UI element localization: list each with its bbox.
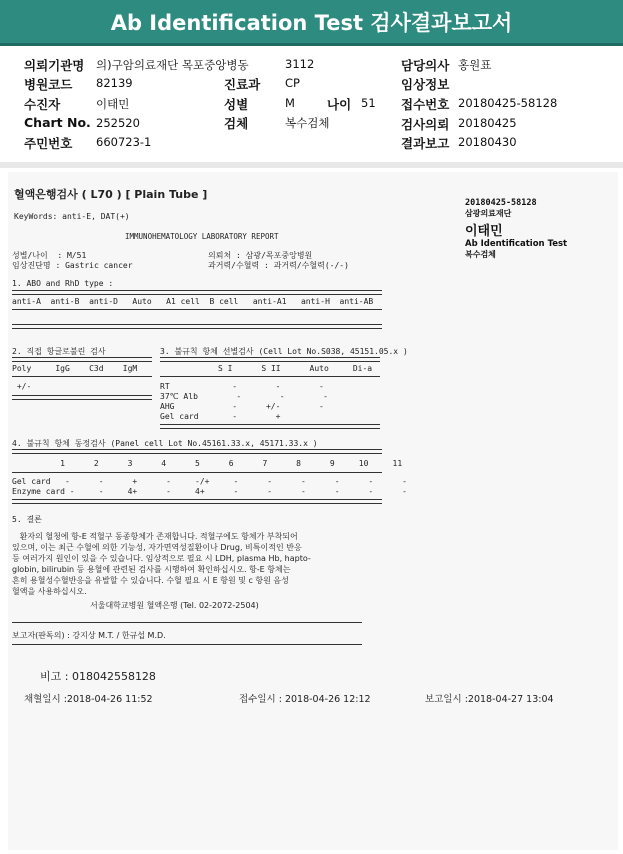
rule [12, 357, 152, 362]
sticker-number: 20180425-58128 [465, 198, 537, 208]
sec3-row-ahg: AHG - +/- - [160, 402, 324, 411]
sticker-specimen: 복수검체 [465, 250, 496, 259]
rule [12, 449, 382, 454]
sec5-title: 5. 결론 [12, 515, 42, 524]
request-date: 20180425 [458, 116, 517, 130]
rule [12, 290, 382, 295]
sec1-columns: anti-A anti-B anti-D Auto A1 cell B cell anti-A1 anti-H anti-AB [12, 297, 374, 306]
sticker-name: 이태민 [465, 224, 503, 239]
hospital-code: 82139 [96, 76, 133, 90]
label-age: 나이 [327, 97, 352, 112]
diagnosis: 임상진단명 : Gastric cancer [12, 261, 133, 270]
history: 과거력/수혈력 : 과거력/수혈력(-/-) [208, 261, 349, 270]
reporter: 보고자(판독의) : 강지상 M.T. / 한규섭 M.D. [12, 631, 166, 640]
rule [12, 472, 382, 473]
rule [160, 424, 380, 429]
sex-age: 성별/나이 : M/51 [12, 251, 87, 260]
specimen: 복수검체 [285, 116, 330, 130]
sec3-columns: S I S II Auto Di-a [218, 364, 373, 373]
age: 51 [361, 96, 376, 110]
chart-no: 252520 [96, 116, 140, 130]
receipt-time: 접수일시 : 2018-04-26 12:12 [239, 694, 371, 705]
label-sex: 성별 [224, 97, 249, 112]
label-specimen: 검체 [224, 116, 249, 131]
patient-info [0, 50, 623, 156]
receipt-no: 20180425-58128 [458, 96, 558, 110]
sec1-title: 1. ABO and RhD type : [12, 279, 114, 288]
keywords: KeyWords: anti-E, DAT(+) [14, 212, 130, 221]
collection-time: 채혈일시 :2018-04-26 11:52 [24, 694, 153, 705]
sticker-org: 삼광의료재단 [465, 209, 512, 218]
conclusion: 환자의 혈청에 항-E 적혈구 동종항체가 존재합니다. 적혈구에도 항체가 부착되어 있으며, 이는 최근 수혈에 의한 기능성, 자가면역성질환이나 Drug, 비특이적인 반응 등 여러가지 원인이 있을 수 있습니다. 임상적으로 필요 시 LDH, plasma Hb, hapto- globin, bilirubin 등 용혈에 관련된 검사를 시행하여 확인하십시오. 항-E 항체는 흔히 용혈성수혈반응을 유발할 수 있습니다. 수혈 필요 시 E 항원 및 c 항원 음성 혈액을 사용하십시오. [12, 532, 311, 596]
lab-title: IMMUNOHEMATOLOGY LABORATORY REPORT [125, 232, 279, 241]
sec3-row-alb: 37℃ Alb - - - [160, 392, 328, 401]
doctor: 홍원표 [458, 58, 492, 72]
remarks: 비고 : 018042558128 [40, 670, 156, 683]
rule [12, 644, 362, 645]
requesting-institution: 의)구암의료재단 목포중앙병동 [96, 58, 249, 72]
label-request-date: 검사의뢰 [401, 117, 450, 132]
sec2-columns: Poly IgG C3d IgM [12, 364, 138, 373]
label-patient: 수진자 [24, 97, 61, 112]
section-divider [0, 162, 623, 168]
report-date: 20180430 [458, 135, 517, 149]
sec2-values: +/- [12, 382, 32, 391]
label-requesting-institution: 의뢰기관명 [24, 58, 85, 73]
label-report-date: 결과보고 [401, 136, 450, 151]
rule [12, 324, 382, 329]
sec4-enzyme-card: Enzyme card - - 4+ - 4+ - - - - - - [12, 487, 407, 496]
sec3-row-rt: RT - - - [160, 382, 324, 391]
sec4-columns: 1 2 3 4 5 6 7 8 9 10 11 [12, 459, 403, 468]
rule [12, 499, 382, 504]
resident-no: 660723-1 [96, 135, 152, 149]
label-receipt-no: 접수번호 [401, 97, 450, 112]
label-doctor: 담당의사 [401, 58, 450, 73]
label-chart-no: Chart No. [24, 115, 91, 130]
report-time: 보고일시 :2018-04-27 13:04 [425, 694, 554, 705]
sec3-row-gel: Gel card - + [160, 412, 281, 421]
sec4-title: 4. 불규칙 항체 동정검사 (Panel cell Lot No.45161.33.x, 45171.33.x ) [12, 439, 318, 448]
rule [160, 357, 380, 362]
sec2-title: 2. 직접 항글로불린 검사 [12, 347, 106, 356]
report-title: Ab Identification Test 검사결과보고서 [0, 0, 623, 46]
ward-code: 3112 [285, 57, 315, 71]
sticker-test: Ab Identification Test [465, 239, 568, 249]
label-department: 진료과 [224, 77, 261, 92]
sec4-gel-card: Gel card - - + - -/+ - - - - - - [12, 477, 407, 486]
rule [12, 622, 362, 623]
rule [12, 395, 152, 400]
label-clinical-info: 임상정보 [401, 77, 450, 92]
label-hospital-code: 병원코드 [24, 77, 73, 92]
rule [160, 376, 380, 377]
blood-bank: 서울대학교병원 혈액은행 (Tel. 02-2072-2504) [90, 601, 259, 610]
referring-hospital: 의뢰처 : 삼광/목포중앙병원 [208, 251, 313, 260]
patient-name: 이태민 [96, 97, 130, 111]
label-resident-no: 주민번호 [24, 136, 73, 151]
sec3-title: 3. 불규칙 항체 선별검사 (Cell Lot No.S038, 45151.05.x ) [160, 347, 408, 356]
rule [12, 376, 152, 377]
rule [12, 309, 382, 310]
department: CP [285, 76, 300, 90]
specimen-label [465, 198, 589, 258]
scanned-report [8, 172, 618, 850]
report-heading: 혈액은행검사 ( L70 ) [ Plain Tube ] [14, 188, 208, 201]
sex: M [285, 96, 295, 110]
